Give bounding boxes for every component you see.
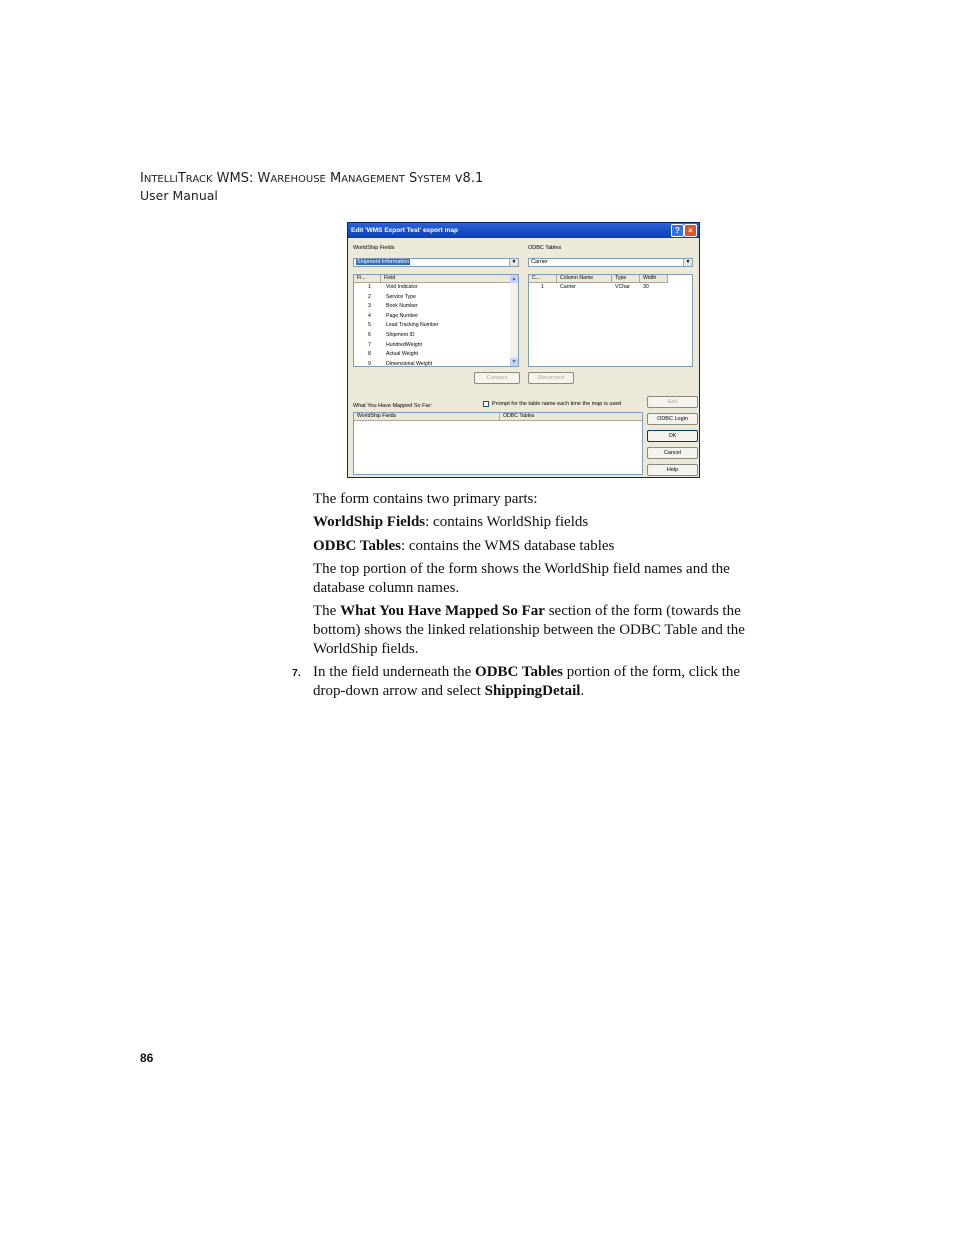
column-cell[interactable]: Carrier bbox=[560, 284, 576, 290]
text: section of the form (towards the bottom) shows the linked relationship between the ODBC Table and the WorldShip fields. bbox=[313, 603, 745, 657]
odbc-tables-combo[interactable] bbox=[528, 258, 693, 267]
definition: : contains WorldShip fields bbox=[425, 514, 589, 530]
cancel-button[interactable]: Cancel bbox=[647, 447, 698, 459]
column-header-worldship-fields[interactable]: WorldShip Fields bbox=[354, 413, 500, 421]
disconnect-button[interactable]: Disconnect bbox=[528, 372, 574, 384]
connect-button[interactable]: Connect bbox=[474, 372, 520, 384]
text: . bbox=[580, 683, 585, 699]
header-text: M bbox=[325, 171, 342, 186]
odbc-tables-label: ODBC Tables bbox=[528, 245, 562, 251]
mapped-section-paragraph bbox=[313, 602, 761, 659]
worldship-fields-description bbox=[313, 513, 763, 532]
field-number[interactable]: 6 bbox=[368, 332, 371, 338]
intro-paragraph: The form contains two primary parts: bbox=[313, 491, 538, 507]
field-number[interactable]: 5 bbox=[368, 322, 371, 329]
running-subheader: User Manual bbox=[140, 188, 218, 203]
field-number[interactable]: 4 bbox=[368, 312, 371, 319]
vertical-scrollbar[interactable] bbox=[510, 275, 518, 366]
field-name[interactable]: Book Number bbox=[386, 303, 418, 310]
column-header-odbc-tables[interactable]: ODBC Tables bbox=[500, 413, 643, 421]
worldship-combo-value: Shipment Information bbox=[357, 259, 410, 265]
field-name[interactable]: Service Type bbox=[386, 293, 416, 300]
prompt-table-name-label: Prompt for the table name each time the map is used bbox=[492, 401, 622, 407]
running-header bbox=[140, 171, 483, 188]
edit-button[interactable]: Edit bbox=[647, 396, 698, 408]
step-number: 7. bbox=[292, 667, 301, 679]
field-number[interactable]: 3 bbox=[368, 303, 371, 310]
text: In the field underneath the bbox=[313, 664, 476, 680]
text: The bbox=[313, 603, 341, 619]
column-cell[interactable]: 1 bbox=[541, 284, 544, 290]
term: ODBC Tables bbox=[313, 538, 401, 554]
odbc-columns-list[interactable] bbox=[528, 274, 693, 367]
page-number: 86 bbox=[140, 1051, 154, 1065]
scroll-up-icon[interactable]: ▲ bbox=[511, 276, 517, 282]
field-number[interactable]: 8 bbox=[368, 351, 371, 358]
prompt-table-name-checkbox[interactable] bbox=[483, 401, 489, 407]
column-header-width[interactable]: Width bbox=[640, 275, 668, 283]
odbc-tables-description bbox=[313, 537, 763, 556]
dialog-title[interactable]: Edit 'WMS Export Test' export map bbox=[348, 223, 699, 238]
field-name[interactable]: Shipment ID bbox=[386, 332, 415, 338]
header-text: W bbox=[257, 171, 271, 186]
column-header-field[interactable]: Field bbox=[381, 275, 512, 283]
field-number[interactable]: 2 bbox=[368, 293, 371, 300]
header-text: AREHOUSE bbox=[270, 174, 326, 185]
column-cell[interactable]: VChar bbox=[615, 284, 630, 290]
header-text: I bbox=[140, 171, 144, 186]
field-name[interactable]: HundredWeight bbox=[386, 341, 422, 348]
mapped-list[interactable] bbox=[353, 412, 643, 475]
definition: : contains the WMS database tables bbox=[400, 538, 615, 554]
column-header-number[interactable]: C... bbox=[529, 275, 557, 283]
term: What You Have Mapped So Far bbox=[340, 603, 545, 619]
top-portion-paragraph: The top portion of the form shows the WorldShip field names and the database column names. bbox=[313, 561, 730, 596]
field-name[interactable]: Dimensional Weight bbox=[386, 360, 433, 367]
chevron-down-icon[interactable]: ▼ bbox=[683, 259, 692, 266]
header-text: RACK bbox=[185, 174, 213, 185]
mapped-so-far-label: What You Have Mapped So Far: bbox=[353, 403, 432, 409]
worldship-fields-label: WorldShip Fields bbox=[353, 245, 395, 251]
column-header-field-number[interactable]: Fi... bbox=[354, 275, 381, 283]
header-text: NTELLI bbox=[143, 174, 178, 185]
field-number[interactable]: 7 bbox=[368, 341, 371, 348]
field-name[interactable]: Lead Tracking Number bbox=[386, 322, 439, 329]
step-7-paragraph bbox=[313, 663, 761, 701]
field-name[interactable]: Void Indicator bbox=[386, 284, 418, 290]
odbc-combo-value: Carrier bbox=[531, 259, 548, 265]
header-text: T bbox=[177, 171, 186, 186]
field-name[interactable]: Actual Weight bbox=[386, 351, 418, 358]
column-header-column-name[interactable]: Column Name bbox=[557, 275, 612, 283]
ok-button[interactable]: OK bbox=[647, 430, 698, 442]
text: portion of the form, click the drop-down arrow and select bbox=[313, 664, 741, 699]
term: WorldShip Fields bbox=[313, 514, 426, 530]
chevron-down-icon[interactable]: ▼ bbox=[509, 259, 518, 266]
help-button[interactable]: Help bbox=[647, 464, 698, 476]
header-text: YSTEM bbox=[417, 174, 451, 185]
field-name[interactable]: Page Number bbox=[386, 312, 419, 319]
worldship-fields-combo[interactable] bbox=[353, 258, 519, 267]
term: ShippingDetail bbox=[484, 683, 581, 699]
odbc-login-button[interactable]: ODBC Login bbox=[647, 413, 698, 425]
scroll-down-icon[interactable]: ▼ bbox=[511, 359, 517, 365]
header-text: v8.1 bbox=[450, 171, 484, 186]
header-text: WMS: bbox=[212, 171, 258, 186]
column-cell[interactable]: 30 bbox=[643, 284, 649, 290]
close-icon[interactable]: × bbox=[684, 224, 697, 237]
header-text: ANAGEMENT bbox=[341, 174, 405, 185]
field-number[interactable]: 1 bbox=[368, 284, 371, 290]
field-number[interactable]: 9 bbox=[368, 360, 371, 367]
worldship-fields-list[interactable] bbox=[353, 274, 519, 367]
column-header-type[interactable]: Type bbox=[612, 275, 640, 283]
export-map-dialog bbox=[347, 222, 700, 478]
term: ODBC Tables bbox=[475, 664, 563, 680]
header-text: S bbox=[404, 171, 418, 186]
help-icon[interactable]: ? bbox=[671, 224, 684, 237]
